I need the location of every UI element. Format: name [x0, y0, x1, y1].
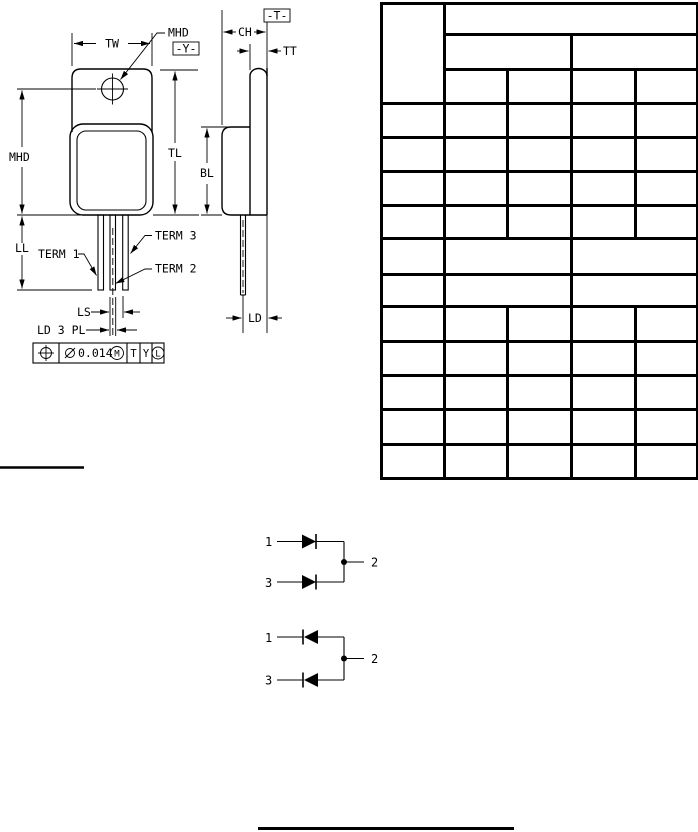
body-outline-outer [70, 124, 153, 215]
diode-symbol [304, 630, 318, 644]
table-cell [636, 172, 698, 206]
table-cell [572, 104, 636, 138]
package-front-view [70, 69, 153, 338]
datum-y-label: -Y- [175, 41, 197, 56]
dim-label-ld: LD [248, 311, 262, 325]
lead-side-view [241, 215, 246, 333]
table-cell [572, 275, 698, 307]
table-cell [445, 342, 508, 376]
table-cell [508, 410, 572, 445]
table-cell [382, 206, 445, 239]
table-cell [508, 307, 572, 342]
table-cell [445, 307, 508, 342]
table-cell [572, 239, 698, 275]
pin-3-label: 3 [265, 673, 273, 688]
table-cell [382, 275, 445, 307]
fcf-datum-t: T [130, 348, 137, 360]
table-cell [445, 275, 572, 307]
pin-2-label: 2 [371, 652, 379, 666]
schematic-common-anode [265, 630, 378, 688]
table-cell [445, 376, 508, 410]
table-cell [382, 104, 445, 138]
dimension-table [380, 2, 698, 480]
table-cell [572, 70, 636, 104]
table-cell [382, 342, 445, 376]
dimension-table-grid [380, 2, 698, 480]
lead-1 [98, 215, 104, 290]
body-outline-inner [77, 131, 146, 210]
diode-symbol [304, 673, 318, 687]
fcf-modifier-l: L [155, 349, 161, 360]
table-cell [508, 70, 572, 104]
table-cell [572, 138, 636, 172]
dim-label-bl: BL [200, 166, 214, 180]
table-cell [445, 172, 508, 206]
table-cell [382, 4, 445, 104]
table-cell [445, 35, 572, 70]
table-cell [445, 206, 508, 239]
term-1-label: TERM 1 [38, 247, 80, 261]
table-cell [636, 342, 698, 376]
position-tolerance-icon [38, 345, 54, 361]
front-view-dimensions [9, 26, 199, 364]
term-3-label: TERM 3 [155, 228, 197, 243]
table-cell [382, 307, 445, 342]
table-cell [445, 138, 508, 172]
fcf-modifier-m: M [114, 349, 120, 360]
term-1-leader [78, 254, 97, 276]
package-side-view [200, 9, 297, 334]
table-cell [382, 410, 445, 445]
term-3-leader [131, 236, 153, 254]
table-cell [382, 172, 445, 206]
dim-label-ch: CH [238, 25, 252, 39]
table-cell [508, 376, 572, 410]
schematic-common-cathode [265, 534, 378, 590]
table-cell [572, 445, 636, 479]
table-cell [445, 70, 508, 104]
table-cell [636, 70, 698, 104]
dim-label-ll: LL [15, 241, 29, 255]
table-cell [445, 445, 508, 479]
table-cell [636, 104, 698, 138]
table-cell [382, 138, 445, 172]
datum-t-label: -T- [266, 8, 288, 23]
mhd-leader [121, 33, 166, 80]
dim-label-tw: TW [105, 36, 119, 51]
diameter-symbol-icon [65, 348, 75, 358]
table-cell [636, 206, 698, 239]
table-cell [572, 307, 636, 342]
table-cell [636, 138, 698, 172]
table-cell [572, 376, 636, 410]
fcf-tolerance-value: 0.014 [78, 346, 113, 360]
table-cell [572, 342, 636, 376]
table-cell [382, 376, 445, 410]
table-cell [508, 206, 572, 239]
pin-2-label: 2 [371, 555, 379, 570]
pin-1-label: 1 [265, 631, 273, 645]
table-cell [382, 445, 445, 479]
table-cell [382, 239, 445, 275]
feature-control-frame [33, 343, 164, 363]
dim-label-ld-3pl: LD 3 PL [37, 323, 86, 337]
dim-label-ls: LS [77, 305, 91, 319]
table-cell [572, 172, 636, 206]
diode-symbol [302, 535, 316, 549]
pin-1-label: 1 [265, 535, 273, 549]
table-cell [508, 172, 572, 206]
table-cell [445, 239, 572, 275]
table-cell [445, 104, 508, 138]
table-cell [572, 206, 636, 239]
table-cell [572, 410, 636, 445]
diode-symbol [302, 575, 316, 589]
table-cell [508, 104, 572, 138]
fcf-datum-y: Y [142, 348, 150, 360]
dim-label-mhd: MHD [9, 150, 30, 164]
table-cell [636, 445, 698, 479]
body-side-outline [222, 127, 267, 215]
term-2-leader [116, 269, 153, 284]
table-cell [572, 35, 698, 70]
table-cell [445, 410, 508, 445]
mounting-hole-diameter-label: MHD [168, 25, 189, 40]
table-cell [508, 342, 572, 376]
table-cell [636, 376, 698, 410]
dim-label-tl: TL [168, 146, 182, 160]
table-cell [508, 445, 572, 479]
tab-side-outline [250, 69, 267, 216]
table-cell [508, 138, 572, 172]
term-2-label: TERM 2 [155, 261, 197, 276]
dim-label-tt: TT [283, 44, 297, 58]
table-cell [445, 4, 698, 35]
table-cell [636, 307, 698, 342]
table-cell [636, 410, 698, 445]
pin-3-label: 3 [265, 576, 273, 590]
